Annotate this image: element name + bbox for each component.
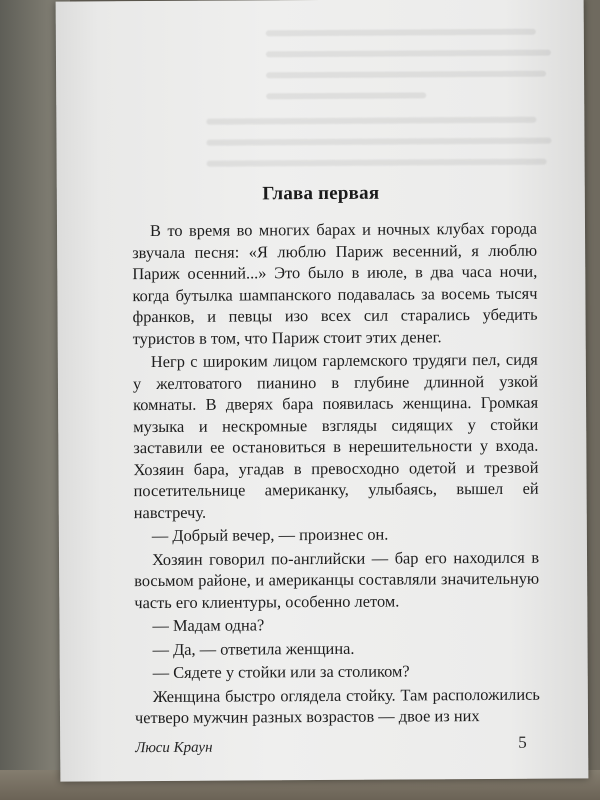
- page-number: 5: [518, 732, 527, 752]
- paragraph: Негр с широким лицом гарлемского трудяги пел, сидя у желтоватого пианино в глубине длинной узкой комнаты. В дверях бара появилась женщина. Громкая музыка и нескромные взгляды сидящих у стойки заставили ее остановиться в нерешительности у входа. Хозяин бара, угадав в превосходно одетой и трезвой посетительнице американку, улыбаясь, вышел ей навстречу.: [132, 349, 539, 522]
- bleed-through-top: [266, 21, 557, 107]
- bleed-through-middle: [206, 109, 556, 174]
- paragraph: — Добрый вечер, — произнес он.: [151, 524, 389, 546]
- paragraph: — Мадам одна?: [152, 615, 265, 636]
- paragraph: Хозяин говорил по-английски — бар его находился в восьмом районе, и американцы составляли значительную часть его клиентуры, особенно летом.: [134, 547, 540, 612]
- book-page: [56, 0, 589, 782]
- chapter-title: Глава первая: [262, 182, 380, 205]
- paragraph: — Да, — ответила женщина.: [152, 638, 355, 659]
- paragraph: Женщина быстро оглядела стойку. Там расположились четверо мужчин разных возрастов — двое из них: [134, 684, 540, 728]
- paragraph: В то время во многих барах и ночных клубах города звучала песня: «Я люблю Париж весенний, я люблю Париж осенний...» Это было в июле, в два часа ночи, когда бутылка шампанского подавалась за восемь тысяч франков, и певцы изо всех сил старались убедить туристов в том, что Париж стоит этих денег.: [132, 218, 538, 348]
- footer-author: Люси Краун: [135, 739, 213, 757]
- body-text: [132, 218, 540, 731]
- paragraph: — Сядете у стойки или за столиком?: [152, 661, 410, 683]
